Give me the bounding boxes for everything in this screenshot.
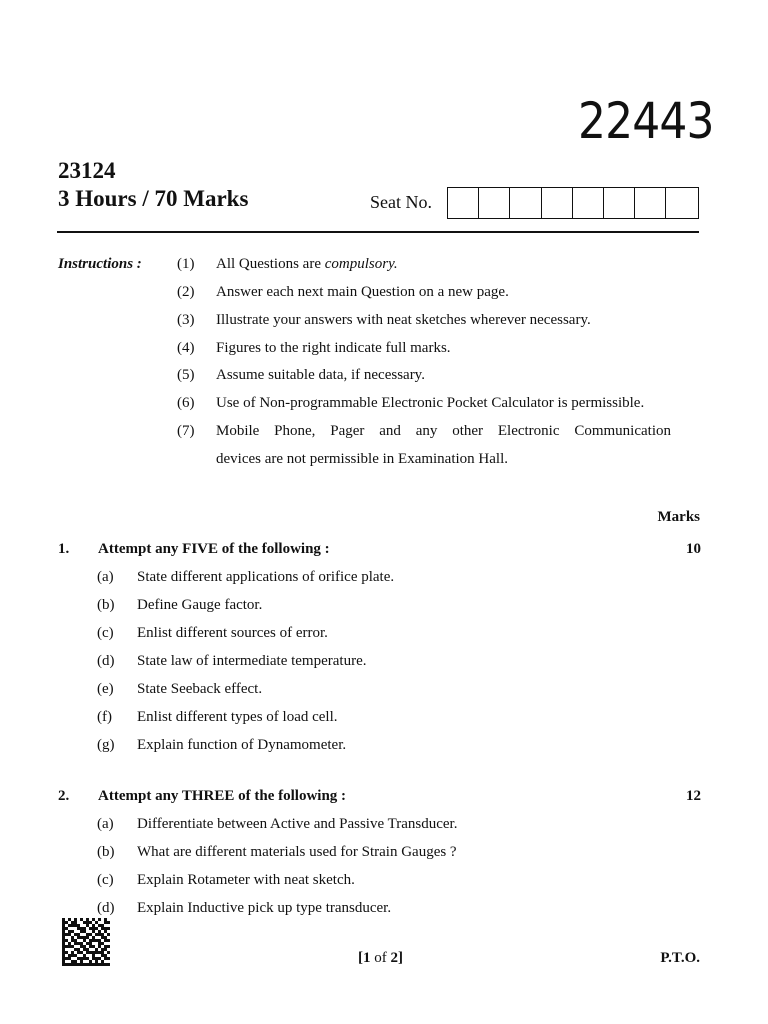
instruction-text: Mobile Phone, Pager and any other Electronic Communication [216, 423, 671, 439]
sub-question-text: Explain Inductive pick up type transducer. [137, 900, 392, 916]
page-number [358, 950, 403, 967]
seat-number-box [635, 188, 666, 218]
seat-number-label: Seat No. [370, 192, 432, 212]
sub-question-label: (d) [97, 653, 115, 669]
question-title: Attempt any FIVE of the following : [98, 541, 330, 557]
question-number: 2. [58, 788, 70, 804]
page-of: of [370, 950, 391, 966]
page-total: 2 [390, 950, 398, 966]
question-title: Attempt any THREE of the following : [98, 788, 347, 804]
seat-number-boxes [447, 187, 699, 219]
instruction-text: Use of Non-programmable Electronic Pocket Calculator is permissible. [216, 395, 645, 411]
instruction-number: (4) [177, 340, 195, 356]
sub-question-text: State Seeback effect. [137, 681, 263, 697]
sub-question-text: Define Gauge factor. [137, 597, 263, 613]
page-bracket-close: ] [398, 950, 403, 966]
seat-number-box [604, 188, 635, 218]
please-turn-over: P.T.O. [660, 950, 700, 966]
instruction-emphasis: compulsory. [324, 256, 398, 272]
page-current: 1 [363, 950, 371, 966]
instruction-number: (6) [177, 395, 195, 411]
sub-question-label: (f) [97, 709, 112, 725]
sub-question-label: (a) [97, 816, 114, 832]
seat-number-box [666, 188, 697, 218]
sub-question-label: (b) [97, 844, 115, 860]
question-marks: 10 [686, 541, 701, 557]
datamatrix-barcode [62, 918, 110, 966]
seat-number-box [573, 188, 604, 218]
sub-question-text: State law of intermediate temperature. [137, 653, 367, 669]
instruction-number: (7) [177, 423, 195, 439]
sub-question-label: (g) [97, 737, 115, 753]
seat-number-box [542, 188, 573, 218]
sub-question-text: What are different materials used for Strain Gauges ? [137, 844, 457, 860]
sub-question-text: Explain Rotameter with neat sketch. [137, 872, 355, 888]
page-bracket-open: [ [358, 950, 363, 966]
instruction-text: Figures to the right indicate full marks. [216, 340, 451, 356]
seat-number-box [448, 188, 479, 218]
sub-question-label: (b) [97, 597, 115, 613]
sub-question-label: (c) [97, 872, 114, 888]
instruction-text: All Questions are [216, 256, 325, 272]
instruction-number: (3) [177, 312, 195, 328]
instructions-label: Instructions : [58, 256, 142, 272]
instruction-number: (5) [177, 367, 195, 383]
instruction-text: Assume suitable data, if necessary. [216, 367, 425, 383]
sub-question-text: Enlist different types of load cell. [137, 709, 338, 725]
seat-number-box [479, 188, 510, 218]
paper-code: 22443 [578, 92, 714, 150]
question-number: 1. [58, 541, 70, 557]
duration-marks: 3 Hours / 70 Marks [58, 186, 249, 211]
sub-question-text: Explain function of Dynamometer. [137, 737, 347, 753]
sub-question-text: Differentiate between Active and Passive Transducer. [137, 816, 458, 832]
header-divider [57, 231, 699, 233]
question-marks: 12 [686, 788, 701, 804]
instruction-number: (1) [177, 256, 195, 272]
sub-question-label: (e) [97, 681, 114, 697]
exam-code: 23124 [58, 158, 116, 183]
instruction-text: devices are not permissible in Examination Hall. [216, 451, 509, 467]
sub-question-text: Enlist different sources of error. [137, 625, 328, 641]
instruction-text: Answer each next main Question on a new page. [216, 284, 509, 300]
sub-question-label: (a) [97, 569, 114, 585]
marks-column-heading: Marks [657, 509, 700, 525]
instruction-number: (2) [177, 284, 195, 300]
sub-question-text: State different applications of orifice plate. [137, 569, 395, 585]
sub-question-label: (d) [97, 900, 115, 916]
seat-number-box [510, 188, 541, 218]
sub-question-label: (c) [97, 625, 114, 641]
instruction-text: Illustrate your answers with neat sketches wherever necessary. [216, 312, 591, 328]
